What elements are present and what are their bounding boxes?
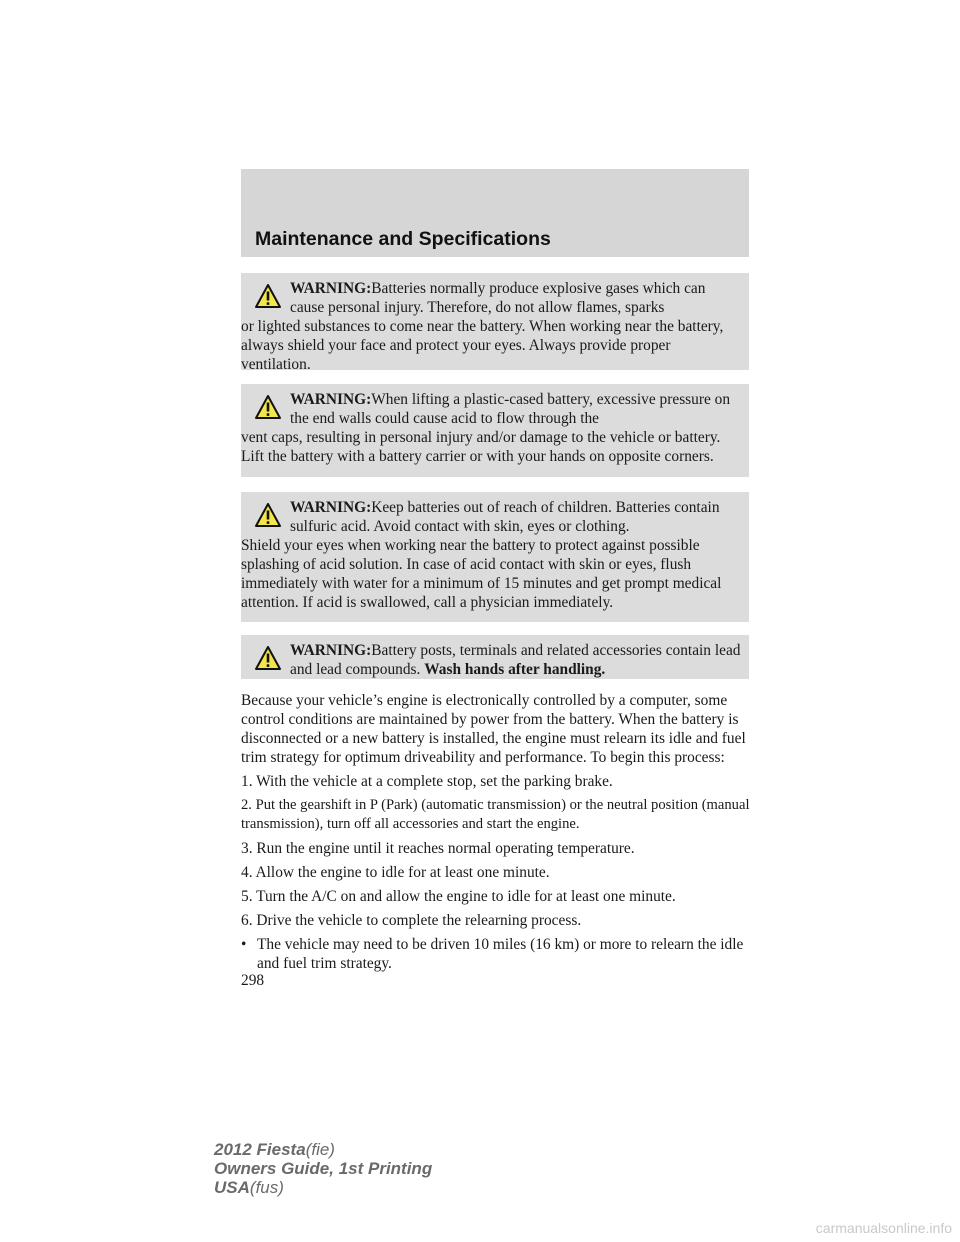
- warning-box: [241, 384, 749, 477]
- warning-text-continued: or lighted substances to come near the battery. When working near the battery, always shield your face and protect your eyes. Always provide proper ventilation.: [241, 318, 724, 373]
- footer-model: 2012 Fiesta: [214, 1140, 306, 1159]
- warning-label: WARNING:: [290, 280, 372, 297]
- warning-text-continued: Shield your eyes when working near the battery to protect against possible splashing of acid solution. In case of acid contact with skin or eyes, flush immediately with water for a minimum of 15 minutes and get prompt medical attention. If acid is swallowed, call a physician immediately.: [241, 537, 722, 611]
- warning-text: Batteries normally produce explosive gases which can cause personal injury. Therefore, do not allow flames, sparks: [290, 280, 706, 316]
- warning-triangle-icon: [254, 394, 282, 420]
- intro-paragraph: Because your vehicle’s engine is electronically controlled by a computer, some control conditions are maintained by power from the battery. When the battery is disconnected or a new battery is installed, the engine must relearn its idle and fuel trim strategy for optimum driveability and performance. To begin this process:: [241, 692, 746, 766]
- warning-text: Keep batteries out of reach of children. Batteries contain sulfuric acid. Avoid contact with skin, eyes or clothing.: [290, 499, 720, 535]
- step-item: 1. With the vehicle at a complete stop, set the parking brake.: [241, 773, 613, 790]
- step-item: 3. Run the engine until it reaches normal operating temperature.: [241, 840, 635, 857]
- warning-label: WARNING:: [290, 499, 372, 516]
- warning-text: Battery posts, terminals and related accessories contain lead and lead compounds.: [290, 642, 741, 678]
- bullet-text: The vehicle may need to be driven 10 miles (16 km) or more to relearn the idle and fuel trim strategy.: [257, 936, 744, 972]
- warning-text: When lifting a plastic-cased battery, excessive pressure on the end walls could cause acid to flow through the: [290, 391, 731, 427]
- footer-edition: Owners Guide, 1st Printing: [214, 1159, 433, 1178]
- print-footer: [214, 1140, 432, 1197]
- warning-triangle-icon: [254, 283, 282, 309]
- warning-emphasis: Wash hands after handling.: [424, 661, 606, 678]
- warning-triangle-icon: [254, 502, 282, 528]
- section-header: [241, 169, 749, 257]
- warning-text-continued: vent caps, resulting in personal injury and/or damage to the vehicle or battery. Lift the battery with a battery carrier or with your hands on opposite corners.: [241, 429, 721, 465]
- footer-market-code: (fus): [249, 1178, 284, 1197]
- warning-label: WARNING:: [290, 391, 372, 408]
- warning-box: [241, 635, 749, 679]
- bullet-item: [241, 935, 751, 973]
- warning-triangle-icon: [254, 645, 282, 671]
- warning-box: [241, 492, 749, 622]
- body-text: [241, 691, 751, 973]
- watermark: carmanualsonline.info: [815, 1220, 952, 1236]
- page-number: 298: [241, 972, 265, 989]
- step-item: 2. Put the gearshift in P (Park) (automatic transmission) or the neutral position (manual transmission), turn off all accessories and start the engine.: [241, 797, 750, 832]
- warning-label: WARNING:: [290, 642, 372, 659]
- footer-model-code: (fie): [305, 1140, 335, 1159]
- step-item: 6. Drive the vehicle to complete the relearning process.: [241, 912, 582, 929]
- section-title: Maintenance and Specifications: [255, 228, 551, 250]
- step-item: 5. Turn the A/C on and allow the engine to idle for at least one minute.: [241, 888, 676, 905]
- footer-market: USA: [214, 1178, 250, 1197]
- step-item: 4. Allow the engine to idle for at least one minute.: [241, 864, 550, 881]
- bullet-symbol: •: [241, 936, 247, 953]
- warning-box: [241, 273, 749, 373]
